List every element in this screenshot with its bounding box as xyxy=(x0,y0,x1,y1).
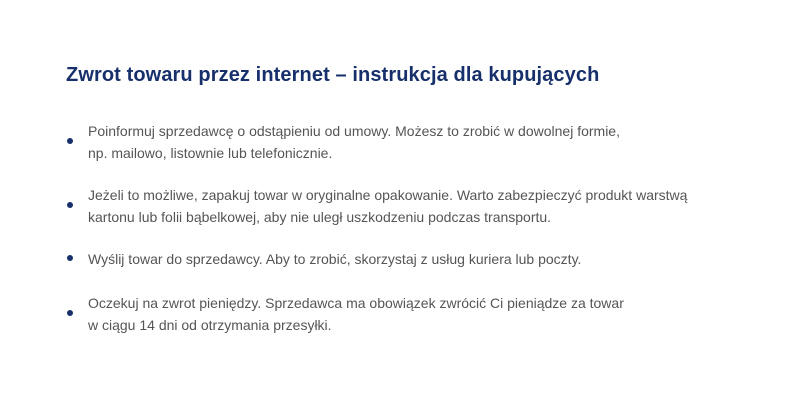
list-item-text-line: w ciągu 14 dni od otrzymania przesyłki. xyxy=(88,317,332,333)
list-item xyxy=(88,248,748,270)
list-item xyxy=(88,184,748,228)
bullet-icon xyxy=(67,255,73,261)
bullet-icon xyxy=(67,310,73,316)
list-item xyxy=(88,292,748,336)
bullet-icon xyxy=(67,138,73,144)
list-item-text-line: np. mailowo, listownie lub telefonicznie. xyxy=(88,145,333,161)
page-title: Zwrot towaru przez internet – instrukcja dla kupujących xyxy=(66,64,600,86)
list-item-text-line: Wyślij towar do sprzedawcy. Aby to zrobić, skorzystaj z usług kuriera lub poczty. xyxy=(88,251,582,267)
list-item-text-line: Oczekuj na zwrot pieniędzy. Sprzedawca ma obowiązek zwrócić Ci pieniądze za towar xyxy=(88,295,624,311)
list-item xyxy=(88,120,748,164)
list-item-text-line: Jeżeli to możliwe, zapakuj towar w oryginalne opakowanie. Warto zabezpieczyć produkt warstwą xyxy=(88,187,688,203)
list-item-text-line: kartonu lub folii bąbelkowej, aby nie uległ uszkodzeniu podczas transportu. xyxy=(88,209,552,225)
bullet-icon xyxy=(67,202,73,208)
list-item-text-line: Poinformuj sprzedawcę o odstąpieniu od umowy. Możesz to zrobić w dowolnej formie, xyxy=(88,123,620,139)
